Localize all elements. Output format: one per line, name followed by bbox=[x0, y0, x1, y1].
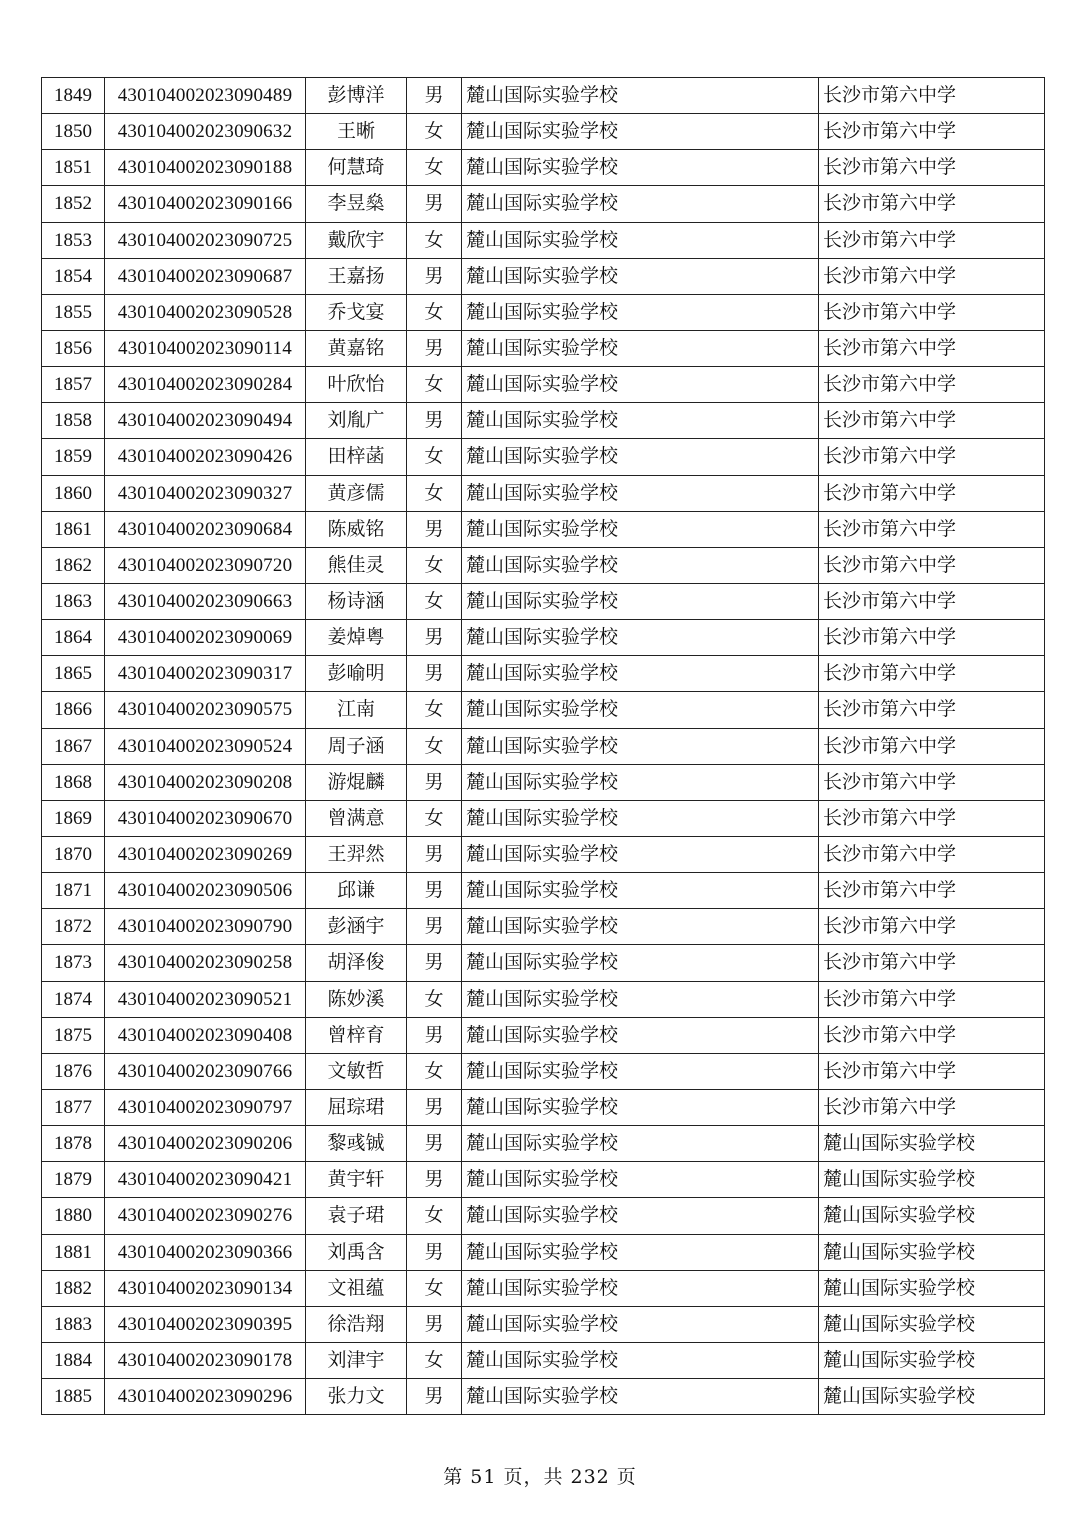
table-row bbox=[42, 981, 1045, 1017]
cell-graduating-school: 麓山国际实验学校 bbox=[462, 1306, 819, 1342]
cell-admitted-school: 长沙市第六中学 bbox=[819, 583, 1045, 619]
cell-graduating-school: 麓山国际实验学校 bbox=[462, 981, 819, 1017]
cell-seq-no: 1874 bbox=[42, 981, 105, 1017]
cell-name: 刘津宇 bbox=[306, 1342, 407, 1378]
cell-gender: 男 bbox=[407, 945, 462, 981]
cell-name: 戴欣宇 bbox=[306, 222, 407, 258]
cell-name: 陈威铭 bbox=[306, 511, 407, 547]
table-row bbox=[42, 1234, 1045, 1270]
table-row bbox=[42, 1342, 1045, 1378]
cell-graduating-school: 麓山国际实验学校 bbox=[462, 511, 819, 547]
cell-seq-no: 1864 bbox=[42, 620, 105, 656]
cell-admitted-school: 麓山国际实验学校 bbox=[819, 1126, 1045, 1162]
cell-gender: 女 bbox=[407, 150, 462, 186]
cell-gender: 男 bbox=[407, 186, 462, 222]
cell-seq-no: 1863 bbox=[42, 583, 105, 619]
table-row bbox=[42, 258, 1045, 294]
table-row bbox=[42, 620, 1045, 656]
cell-graduating-school: 麓山国际实验学校 bbox=[462, 150, 819, 186]
cell-student-id: 430104002023090684 bbox=[105, 511, 306, 547]
cell-seq-no: 1856 bbox=[42, 330, 105, 366]
table-row bbox=[42, 547, 1045, 583]
cell-gender: 男 bbox=[407, 1126, 462, 1162]
cell-graduating-school: 麓山国际实验学校 bbox=[462, 1198, 819, 1234]
cell-gender: 女 bbox=[407, 981, 462, 1017]
cell-admitted-school: 麓山国际实验学校 bbox=[819, 1379, 1045, 1415]
cell-name: 邱谦 bbox=[306, 873, 407, 909]
cell-student-id: 430104002023090790 bbox=[105, 909, 306, 945]
cell-gender: 男 bbox=[407, 836, 462, 872]
cell-seq-no: 1851 bbox=[42, 150, 105, 186]
cell-admitted-school: 长沙市第六中学 bbox=[819, 1017, 1045, 1053]
cell-seq-no: 1878 bbox=[42, 1126, 105, 1162]
cell-student-id: 430104002023090766 bbox=[105, 1053, 306, 1089]
cell-student-id: 430104002023090506 bbox=[105, 873, 306, 909]
cell-graduating-school: 麓山国际实验学校 bbox=[462, 547, 819, 583]
cell-gender: 男 bbox=[407, 1162, 462, 1198]
cell-name: 王晰 bbox=[306, 114, 407, 150]
cell-student-id: 430104002023090114 bbox=[105, 330, 306, 366]
cell-gender: 男 bbox=[407, 764, 462, 800]
cell-student-id: 430104002023090395 bbox=[105, 1306, 306, 1342]
cell-admitted-school: 长沙市第六中学 bbox=[819, 981, 1045, 1017]
cell-gender: 男 bbox=[407, 403, 462, 439]
cell-student-id: 430104002023090489 bbox=[105, 78, 306, 114]
cell-gender: 女 bbox=[407, 1053, 462, 1089]
cell-gender: 女 bbox=[407, 222, 462, 258]
cell-graduating-school: 麓山国际实验学校 bbox=[462, 367, 819, 403]
table-row bbox=[42, 1017, 1045, 1053]
cell-gender: 女 bbox=[407, 1270, 462, 1306]
cell-gender: 女 bbox=[407, 439, 462, 475]
cell-student-id: 430104002023090166 bbox=[105, 186, 306, 222]
cell-admitted-school: 长沙市第六中学 bbox=[819, 511, 1045, 547]
cell-student-id: 430104002023090258 bbox=[105, 945, 306, 981]
table-row bbox=[42, 945, 1045, 981]
cell-graduating-school: 麓山国际实验学校 bbox=[462, 1126, 819, 1162]
cell-gender: 男 bbox=[407, 1089, 462, 1125]
table-row bbox=[42, 656, 1045, 692]
cell-seq-no: 1885 bbox=[42, 1379, 105, 1415]
cell-seq-no: 1868 bbox=[42, 764, 105, 800]
cell-graduating-school: 麓山国际实验学校 bbox=[462, 620, 819, 656]
cell-graduating-school: 麓山国际实验学校 bbox=[462, 475, 819, 511]
cell-gender: 女 bbox=[407, 294, 462, 330]
cell-gender: 男 bbox=[407, 258, 462, 294]
cell-student-id: 430104002023090421 bbox=[105, 1162, 306, 1198]
cell-seq-no: 1857 bbox=[42, 367, 105, 403]
cell-student-id: 430104002023090670 bbox=[105, 800, 306, 836]
cell-graduating-school: 麓山国际实验学校 bbox=[462, 945, 819, 981]
table-row bbox=[42, 583, 1045, 619]
cell-name: 王羿然 bbox=[306, 836, 407, 872]
cell-gender: 女 bbox=[407, 692, 462, 728]
cell-student-id: 430104002023090632 bbox=[105, 114, 306, 150]
cell-seq-no: 1882 bbox=[42, 1270, 105, 1306]
cell-graduating-school: 麓山国际实验学校 bbox=[462, 258, 819, 294]
cell-name: 胡泽俊 bbox=[306, 945, 407, 981]
cell-graduating-school: 麓山国际实验学校 bbox=[462, 1162, 819, 1198]
cell-seq-no: 1875 bbox=[42, 1017, 105, 1053]
cell-seq-no: 1870 bbox=[42, 836, 105, 872]
cell-admitted-school: 长沙市第六中学 bbox=[819, 294, 1045, 330]
cell-admitted-school: 长沙市第六中学 bbox=[819, 222, 1045, 258]
cell-graduating-school: 麓山国际实验学校 bbox=[462, 1089, 819, 1125]
cell-name: 袁子珺 bbox=[306, 1198, 407, 1234]
table-row bbox=[42, 1126, 1045, 1162]
cell-graduating-school: 麓山国际实验学校 bbox=[462, 836, 819, 872]
cell-student-id: 430104002023090178 bbox=[105, 1342, 306, 1378]
cell-student-id: 430104002023090720 bbox=[105, 547, 306, 583]
cell-admitted-school: 长沙市第六中学 bbox=[819, 114, 1045, 150]
cell-seq-no: 1871 bbox=[42, 873, 105, 909]
cell-student-id: 430104002023090069 bbox=[105, 620, 306, 656]
cell-admitted-school: 麓山国际实验学校 bbox=[819, 1162, 1045, 1198]
cell-student-id: 430104002023090296 bbox=[105, 1379, 306, 1415]
cell-name: 文祖蕴 bbox=[306, 1270, 407, 1306]
cell-admitted-school: 长沙市第六中学 bbox=[819, 547, 1045, 583]
table-row bbox=[42, 78, 1045, 114]
cell-name: 姜焯粤 bbox=[306, 620, 407, 656]
cell-admitted-school: 长沙市第六中学 bbox=[819, 800, 1045, 836]
cell-name: 曾梓育 bbox=[306, 1017, 407, 1053]
cell-name: 何慧琦 bbox=[306, 150, 407, 186]
cell-seq-no: 1850 bbox=[42, 114, 105, 150]
cell-gender: 男 bbox=[407, 656, 462, 692]
cell-admitted-school: 长沙市第六中学 bbox=[819, 909, 1045, 945]
cell-student-id: 430104002023090663 bbox=[105, 583, 306, 619]
cell-name: 彭喻明 bbox=[306, 656, 407, 692]
table-row bbox=[42, 1270, 1045, 1306]
cell-student-id: 430104002023090426 bbox=[105, 439, 306, 475]
cell-student-id: 430104002023090408 bbox=[105, 1017, 306, 1053]
cell-name: 张力文 bbox=[306, 1379, 407, 1415]
cell-gender: 男 bbox=[407, 511, 462, 547]
cell-student-id: 430104002023090366 bbox=[105, 1234, 306, 1270]
cell-seq-no: 1872 bbox=[42, 909, 105, 945]
cell-name: 黎彧铖 bbox=[306, 1126, 407, 1162]
cell-admitted-school: 麓山国际实验学校 bbox=[819, 1270, 1045, 1306]
cell-gender: 女 bbox=[407, 367, 462, 403]
cell-seq-no: 1861 bbox=[42, 511, 105, 547]
cell-name: 陈妙溪 bbox=[306, 981, 407, 1017]
cell-graduating-school: 麓山国际实验学校 bbox=[462, 403, 819, 439]
cell-student-id: 430104002023090327 bbox=[105, 475, 306, 511]
cell-graduating-school: 麓山国际实验学校 bbox=[462, 909, 819, 945]
cell-name: 江南 bbox=[306, 692, 407, 728]
cell-seq-no: 1855 bbox=[42, 294, 105, 330]
cell-admitted-school: 麓山国际实验学校 bbox=[819, 1306, 1045, 1342]
cell-admitted-school: 长沙市第六中学 bbox=[819, 78, 1045, 114]
table-row bbox=[42, 909, 1045, 945]
cell-name: 彭博洋 bbox=[306, 78, 407, 114]
cell-student-id: 430104002023090524 bbox=[105, 728, 306, 764]
cell-gender: 女 bbox=[407, 475, 462, 511]
cell-name: 周子涵 bbox=[306, 728, 407, 764]
cell-gender: 男 bbox=[407, 330, 462, 366]
table-row bbox=[42, 150, 1045, 186]
table-row bbox=[42, 1379, 1045, 1415]
table-row bbox=[42, 114, 1045, 150]
cell-seq-no: 1865 bbox=[42, 656, 105, 692]
cell-admitted-school: 长沙市第六中学 bbox=[819, 692, 1045, 728]
cell-admitted-school: 长沙市第六中学 bbox=[819, 475, 1045, 511]
cell-graduating-school: 麓山国际实验学校 bbox=[462, 222, 819, 258]
cell-student-id: 430104002023090521 bbox=[105, 981, 306, 1017]
cell-student-id: 430104002023090575 bbox=[105, 692, 306, 728]
cell-name: 文敏哲 bbox=[306, 1053, 407, 1089]
table-row bbox=[42, 186, 1045, 222]
cell-name: 黄嘉铭 bbox=[306, 330, 407, 366]
cell-admitted-school: 长沙市第六中学 bbox=[819, 620, 1045, 656]
table-row bbox=[42, 1162, 1045, 1198]
cell-seq-no: 1876 bbox=[42, 1053, 105, 1089]
table-row bbox=[42, 800, 1045, 836]
cell-admitted-school: 长沙市第六中学 bbox=[819, 836, 1045, 872]
table-row bbox=[42, 728, 1045, 764]
cell-student-id: 430104002023090206 bbox=[105, 1126, 306, 1162]
cell-admitted-school: 长沙市第六中学 bbox=[819, 1053, 1045, 1089]
cell-graduating-school: 麓山国际实验学校 bbox=[462, 1234, 819, 1270]
cell-seq-no: 1852 bbox=[42, 186, 105, 222]
cell-name: 刘禹含 bbox=[306, 1234, 407, 1270]
cell-seq-no: 1854 bbox=[42, 258, 105, 294]
cell-seq-no: 1884 bbox=[42, 1342, 105, 1378]
cell-admitted-school: 长沙市第六中学 bbox=[819, 439, 1045, 475]
cell-student-id: 430104002023090494 bbox=[105, 403, 306, 439]
cell-student-id: 430104002023090317 bbox=[105, 656, 306, 692]
cell-admitted-school: 长沙市第六中学 bbox=[819, 150, 1045, 186]
cell-gender: 女 bbox=[407, 728, 462, 764]
cell-seq-no: 1877 bbox=[42, 1089, 105, 1125]
cell-graduating-school: 麓山国际实验学校 bbox=[462, 1053, 819, 1089]
cell-admitted-school: 长沙市第六中学 bbox=[819, 186, 1045, 222]
cell-gender: 男 bbox=[407, 1306, 462, 1342]
cell-admitted-school: 长沙市第六中学 bbox=[819, 403, 1045, 439]
cell-admitted-school: 长沙市第六中学 bbox=[819, 945, 1045, 981]
cell-admitted-school: 长沙市第六中学 bbox=[819, 764, 1045, 800]
table-row bbox=[42, 1053, 1045, 1089]
table-row bbox=[42, 439, 1045, 475]
table-row bbox=[42, 330, 1045, 366]
cell-student-id: 430104002023090208 bbox=[105, 764, 306, 800]
cell-admitted-school: 麓山国际实验学校 bbox=[819, 1342, 1045, 1378]
cell-seq-no: 1859 bbox=[42, 439, 105, 475]
cell-gender: 男 bbox=[407, 909, 462, 945]
cell-gender: 男 bbox=[407, 78, 462, 114]
cell-student-id: 430104002023090797 bbox=[105, 1089, 306, 1125]
table-row bbox=[42, 403, 1045, 439]
cell-gender: 女 bbox=[407, 583, 462, 619]
table-row bbox=[42, 367, 1045, 403]
cell-seq-no: 1853 bbox=[42, 222, 105, 258]
table-body bbox=[42, 78, 1045, 1415]
cell-admitted-school: 长沙市第六中学 bbox=[819, 330, 1045, 366]
cell-graduating-school: 麓山国际实验学校 bbox=[462, 186, 819, 222]
cell-name: 田梓菡 bbox=[306, 439, 407, 475]
cell-graduating-school: 麓山国际实验学校 bbox=[462, 439, 819, 475]
table-row bbox=[42, 475, 1045, 511]
cell-graduating-school: 麓山国际实验学校 bbox=[462, 656, 819, 692]
cell-name: 叶欣怡 bbox=[306, 367, 407, 403]
table-row bbox=[42, 1198, 1045, 1234]
cell-graduating-school: 麓山国际实验学校 bbox=[462, 583, 819, 619]
cell-graduating-school: 麓山国际实验学校 bbox=[462, 1342, 819, 1378]
cell-admitted-school: 长沙市第六中学 bbox=[819, 1089, 1045, 1125]
cell-name: 曾满意 bbox=[306, 800, 407, 836]
cell-student-id: 430104002023090269 bbox=[105, 836, 306, 872]
cell-graduating-school: 麓山国际实验学校 bbox=[462, 800, 819, 836]
cell-gender: 女 bbox=[407, 800, 462, 836]
cell-graduating-school: 麓山国际实验学校 bbox=[462, 728, 819, 764]
cell-name: 杨诗涵 bbox=[306, 583, 407, 619]
cell-name: 王嘉扬 bbox=[306, 258, 407, 294]
cell-seq-no: 1862 bbox=[42, 547, 105, 583]
cell-student-id: 430104002023090284 bbox=[105, 367, 306, 403]
cell-gender: 女 bbox=[407, 1342, 462, 1378]
cell-student-id: 430104002023090528 bbox=[105, 294, 306, 330]
cell-name: 彭涵宇 bbox=[306, 909, 407, 945]
cell-seq-no: 1867 bbox=[42, 728, 105, 764]
cell-name: 屈琮珺 bbox=[306, 1089, 407, 1125]
cell-student-id: 430104002023090134 bbox=[105, 1270, 306, 1306]
cell-name: 乔戈宴 bbox=[306, 294, 407, 330]
cell-admitted-school: 麓山国际实验学校 bbox=[819, 1198, 1045, 1234]
cell-graduating-school: 麓山国际实验学校 bbox=[462, 294, 819, 330]
cell-seq-no: 1873 bbox=[42, 945, 105, 981]
admission-table bbox=[41, 77, 1045, 1415]
cell-name: 李昱燊 bbox=[306, 186, 407, 222]
cell-admitted-school: 长沙市第六中学 bbox=[819, 656, 1045, 692]
table-row bbox=[42, 764, 1045, 800]
cell-name: 游焜麟 bbox=[306, 764, 407, 800]
table-row bbox=[42, 294, 1045, 330]
cell-gender: 女 bbox=[407, 114, 462, 150]
cell-admitted-school: 长沙市第六中学 bbox=[819, 258, 1045, 294]
cell-graduating-school: 麓山国际实验学校 bbox=[462, 114, 819, 150]
cell-seq-no: 1880 bbox=[42, 1198, 105, 1234]
table-row bbox=[42, 1089, 1045, 1125]
cell-student-id: 430104002023090188 bbox=[105, 150, 306, 186]
cell-seq-no: 1879 bbox=[42, 1162, 105, 1198]
cell-name: 刘胤广 bbox=[306, 403, 407, 439]
cell-student-id: 430104002023090276 bbox=[105, 1198, 306, 1234]
cell-graduating-school: 麓山国际实验学校 bbox=[462, 692, 819, 728]
cell-gender: 男 bbox=[407, 1379, 462, 1415]
cell-seq-no: 1883 bbox=[42, 1306, 105, 1342]
cell-admitted-school: 长沙市第六中学 bbox=[819, 728, 1045, 764]
table-row bbox=[42, 222, 1045, 258]
table-row bbox=[42, 836, 1045, 872]
cell-gender: 男 bbox=[407, 620, 462, 656]
cell-graduating-school: 麓山国际实验学校 bbox=[462, 1270, 819, 1306]
table-row bbox=[42, 692, 1045, 728]
cell-gender: 女 bbox=[407, 547, 462, 583]
cell-graduating-school: 麓山国际实验学校 bbox=[462, 873, 819, 909]
cell-graduating-school: 麓山国际实验学校 bbox=[462, 1017, 819, 1053]
cell-seq-no: 1858 bbox=[42, 403, 105, 439]
page-footer: 第 51 页，共 232 页 bbox=[443, 1466, 637, 1488]
cell-admitted-school: 长沙市第六中学 bbox=[819, 367, 1045, 403]
table-row bbox=[42, 1306, 1045, 1342]
cell-gender: 男 bbox=[407, 1017, 462, 1053]
cell-name: 黄彦儒 bbox=[306, 475, 407, 511]
cell-name: 徐浩翔 bbox=[306, 1306, 407, 1342]
cell-name: 黄宇轩 bbox=[306, 1162, 407, 1198]
cell-name: 熊佳灵 bbox=[306, 547, 407, 583]
cell-seq-no: 1866 bbox=[42, 692, 105, 728]
cell-admitted-school: 长沙市第六中学 bbox=[819, 873, 1045, 909]
cell-graduating-school: 麓山国际实验学校 bbox=[462, 330, 819, 366]
cell-graduating-school: 麓山国际实验学校 bbox=[462, 78, 819, 114]
cell-student-id: 430104002023090725 bbox=[105, 222, 306, 258]
table-row bbox=[42, 511, 1045, 547]
cell-gender: 男 bbox=[407, 1234, 462, 1270]
cell-seq-no: 1869 bbox=[42, 800, 105, 836]
table-row bbox=[42, 873, 1045, 909]
cell-graduating-school: 麓山国际实验学校 bbox=[462, 1379, 819, 1415]
cell-gender: 女 bbox=[407, 1198, 462, 1234]
cell-student-id: 430104002023090687 bbox=[105, 258, 306, 294]
cell-seq-no: 1860 bbox=[42, 475, 105, 511]
cell-seq-no: 1881 bbox=[42, 1234, 105, 1270]
cell-admitted-school: 麓山国际实验学校 bbox=[819, 1234, 1045, 1270]
cell-gender: 男 bbox=[407, 873, 462, 909]
cell-seq-no: 1849 bbox=[42, 78, 105, 114]
cell-graduating-school: 麓山国际实验学校 bbox=[462, 764, 819, 800]
